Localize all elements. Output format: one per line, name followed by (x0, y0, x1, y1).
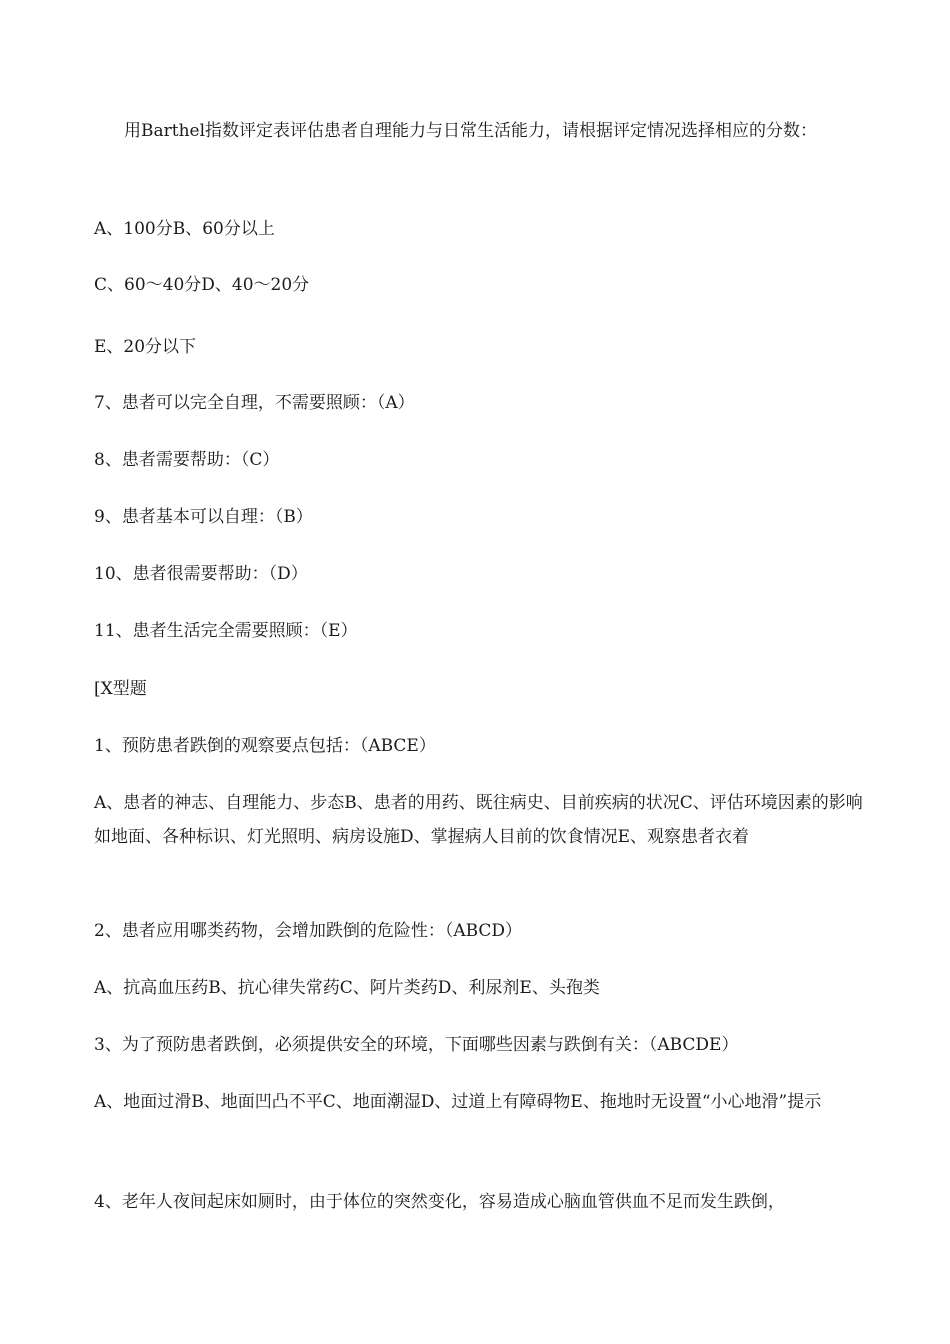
x-question-3-options: A、地面过滑B、地面凹凸不平C、地面潮湿D、过道上有障碍物E、拖地时无设置“小心地滑”提示 (94, 1092, 822, 1112)
x-question-3: 3、为了预防患者跌倒，必须提供安全的环境，下面哪些因素与跌倒有关：（ABCDE） (94, 1035, 739, 1055)
option-line-cd: C、60〜40分D、40〜20分 (94, 275, 310, 295)
question-11: 11、患者生活完全需要照顾：（E） (94, 621, 358, 641)
x-question-1-options: A、患者的神志、自理能力、步态B、患者的用药、既往病史、目前疾病的状况C、评估环境因素的影响如地面、各种标识、灯光照明、病房设施D、掌握病人目前的饮食情况E、观察患者衣着 (94, 793, 863, 847)
x-question-2: 2、患者应用哪类药物，会增加跌倒的危险性：（ABCD） (94, 921, 523, 941)
x-question-4: 4、老年人夜间起床如厕时，由于体位的突然变化，容易造成心脑血管供血不足而发生跌倒， (94, 1192, 785, 1212)
question-7: 7、患者可以完全自理，不需要照顾：（A） (94, 393, 415, 413)
question-9: 9、患者基本可以自理：（B） (94, 507, 313, 527)
question-10: 10、患者很需要帮助：（D） (94, 564, 308, 584)
intro-paragraph: 用Barthel指数评定表评估患者自理能力与日常生活能力，请根据评定情况选择相应的分数： (124, 121, 818, 141)
option-line-ab: A、100分B、60分以上 (94, 219, 275, 239)
option-line-e: E、20分以下 (94, 337, 197, 357)
x-question-2-options: A、抗高血压药B、抗心律失常药C、阿片类药D、利尿剂E、头孢类 (94, 978, 600, 998)
x-question-1: 1、预防患者跌倒的观察要点包括：（ABCE） (94, 736, 436, 756)
section-heading: [X型题 (94, 679, 147, 699)
question-8: 8、患者需要帮助：（C） (94, 450, 280, 470)
